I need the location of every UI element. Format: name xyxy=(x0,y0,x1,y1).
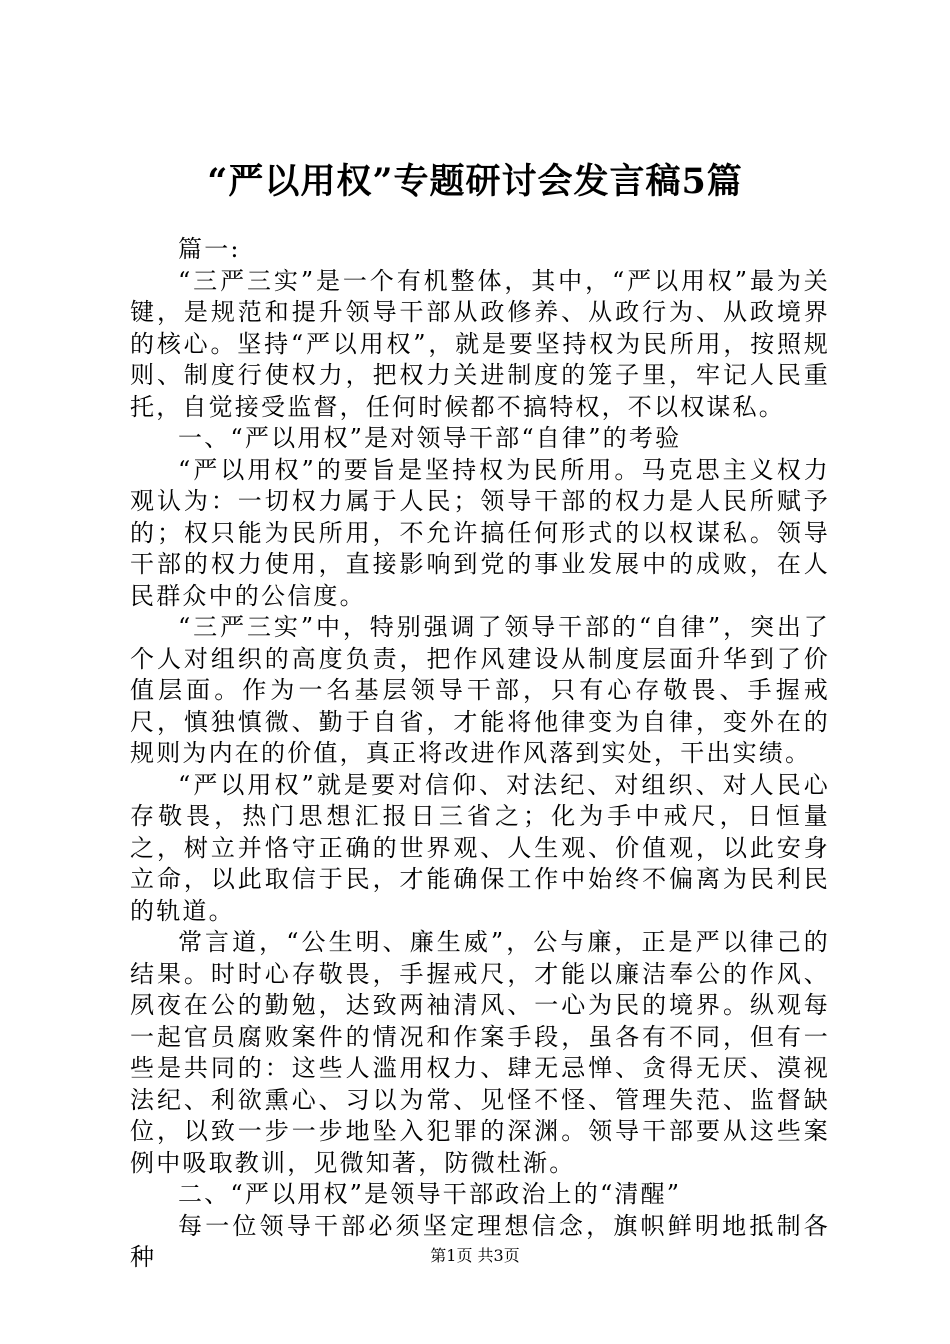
document-body xyxy=(130,234,830,1274)
paragraph: “三严三实”是一个有机整体，其中，“严以用权”最为关键，是规范和提升领导干部从政修养、从政行为、从政境界的核心。坚持“严以用权”，就是要坚持权为民所用，按照规则、制度行使权力，把权力关进制度的笼子里，牢记人民重托，自觉接受监督，任何时候都不搞特权，不以权谋私。 xyxy=(130,266,830,421)
paragraph: “严以用权”就是要对信仰、对法纪、对组织、对人民心存敬畏，热门思想汇报日三省之；化为手中戒尺，日恒量之，树立并恪守正确的世界观、人生观、价值观，以此安身立命，以此取信于民，才能确保工作中始终不偏离为民利民的轨道。 xyxy=(130,770,830,925)
section-label: 篇一: xyxy=(178,235,241,263)
paragraph: “严以用权”的要旨是坚持权为民所用。马克思主义权力观认为：一切权力属于人民；领导干部的权力是人民所赋予的；权只能为民所用，不允许搞任何形式的以权谋私。领导干部的权力使用，直接影响到党的事业发展中的成败，在人民群众中的公信度。 xyxy=(130,455,830,610)
paragraph: 常言道，“公生明、廉生威”，公与廉，正是严以律己的结果。时时心存敬畏，手握戒尺，才能以廉洁奉公的作风、夙夜在公的勤勉，达致两袖清风、一心为民的境界。纵观每一起官员腐败案件的情况和作案手段，虽各有不同，但有一些是共同的：这些人滥用权力、肆无忌惮、贪得无厌、漠视法纪、利欲熏心、习以为常、见怪不怪、管理失范、监督缺位，以致一步一步地坠入犯罪的深渊。领导干部要从这些案例中吸取教训，见微知著，防微杜渐。 xyxy=(130,928,830,1177)
paragraph: 每一位领导干部必须坚定理想信念，旗帜鲜明地抵制各种 xyxy=(130,1211,830,1271)
paragraph: “三严三实”中，特别强调了领导干部的“自律”，突出了个人对组织的高度负责，把作风建设从制度层面升华到了价值层面。作为一名基层领导干部，只有心存敬畏、手握戒尺，慎独慎微、勤于自省，才能将他律变为自律，变外在的规则为内在的价值，真正将改进作风落到实处，干出实绩。 xyxy=(130,613,830,767)
page-footer: 第1页 共3页 xyxy=(430,1246,520,1265)
section-heading: 二、“严以用权”是领导干部政治上的“清醒” xyxy=(178,1180,682,1208)
section-heading: 一、“严以用权”是对领导干部“自律”的考验 xyxy=(178,424,682,452)
document-title: “严以用权”专题研讨会发言稿5篇 xyxy=(207,161,743,202)
